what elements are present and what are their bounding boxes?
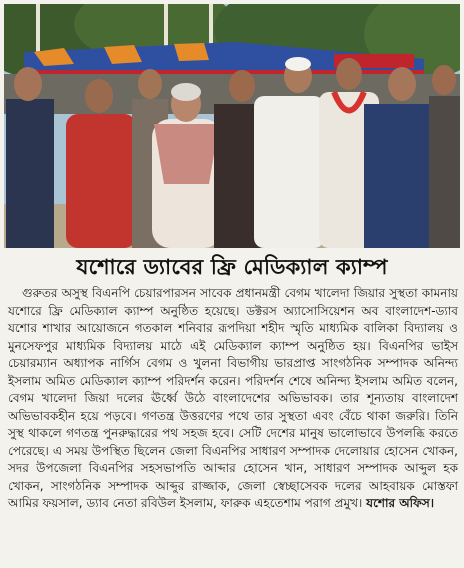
news-photo bbox=[4, 4, 460, 248]
article-body bbox=[8, 285, 458, 513]
article-body-text: গুরুতর অসুস্থ বিএনপি চেয়ারপারসন সাবেক প্রধানমন্ত্রী বেগম খালেদা জিয়ার সুস্থতা কামনায় যশোরে ফ্রি মেডিক্যাল ক্যাম্প অনুষ্ঠিত হয়েছে। ডক্টরস অ্যাসোসিয়েশন অব বাংলাদেশ-ড্যাব যশোর শাখার আয়োজনে গতকাল শনিবার রূপদিয়া শহীদ স্মৃতি মাধ্যমিক বালিকা বিদ্যালয় ও মুনসেফপুর মাধ্যমিক বিদ্যালয় মাঠে এই মেডিক্যাল ক্যাম্প অনুষ্ঠিত হয়। বিএনপির ভাইস চেয়ারম্যান অধ্যাপক নার্গিস বেগম ও খুলনা বিভাগীয় ভারপ্রাপ্ত সাংগঠনিক সম্পাদক অনিন্দ্য ইসলাম অমিত মেডিক্যাল ক্যাম্প পরিদর্শন করেন। পরিদর্শন শেষে অনিন্দ্য ইসলাম অমিত বলেন, বেগম খালেদা জিয়া দলের ঊর্ধ্বে উঠে বাংলাদেশের অভিভাবক। তার শূন্যতায় বাংলাদেশ অভিভাবকহীন হয়ে পড়বে। গণতন্ত্র উত্তরণের পথে তার সুস্থতা এবং বেঁচে থাকা জরুরি। তিনি সুস্থ থাকলে গণতন্ত্র পুনরুদ্ধারের পথ সহজ হবে। সেটি দেশের মানুষ ভালোভাবে উপলব্ধি করতে পেরেছে। এ সময় উপস্থিত ছিলেন জেলা বিএনপির সাধারণ সম্পাদক দেলোয়ার হোসেন খোকন, সদর উপজেলা বিএনপির সহসভাপতি আব্দার হোসেন খান, সাধারণ সম্পাদক আব্দুল হক খোকন, সাংগঠনিক সম্পাদক আব্দুর রাজ্জাক, জেলা স্বেচ্ছাসেবক দলের আহবায়ক মোস্তফা আমির ফয়সাল, ড্যাব নেতা রবিউল ইসলাম, ফারুক এহতেশাম পরাগ প্রমুখ। bbox=[8, 286, 458, 510]
byline: যশোর অফিস। bbox=[366, 496, 435, 510]
headline: যশোরে ড্যাবের ফ্রি মেডিক্যাল ক্যাম্প bbox=[76, 255, 388, 279]
